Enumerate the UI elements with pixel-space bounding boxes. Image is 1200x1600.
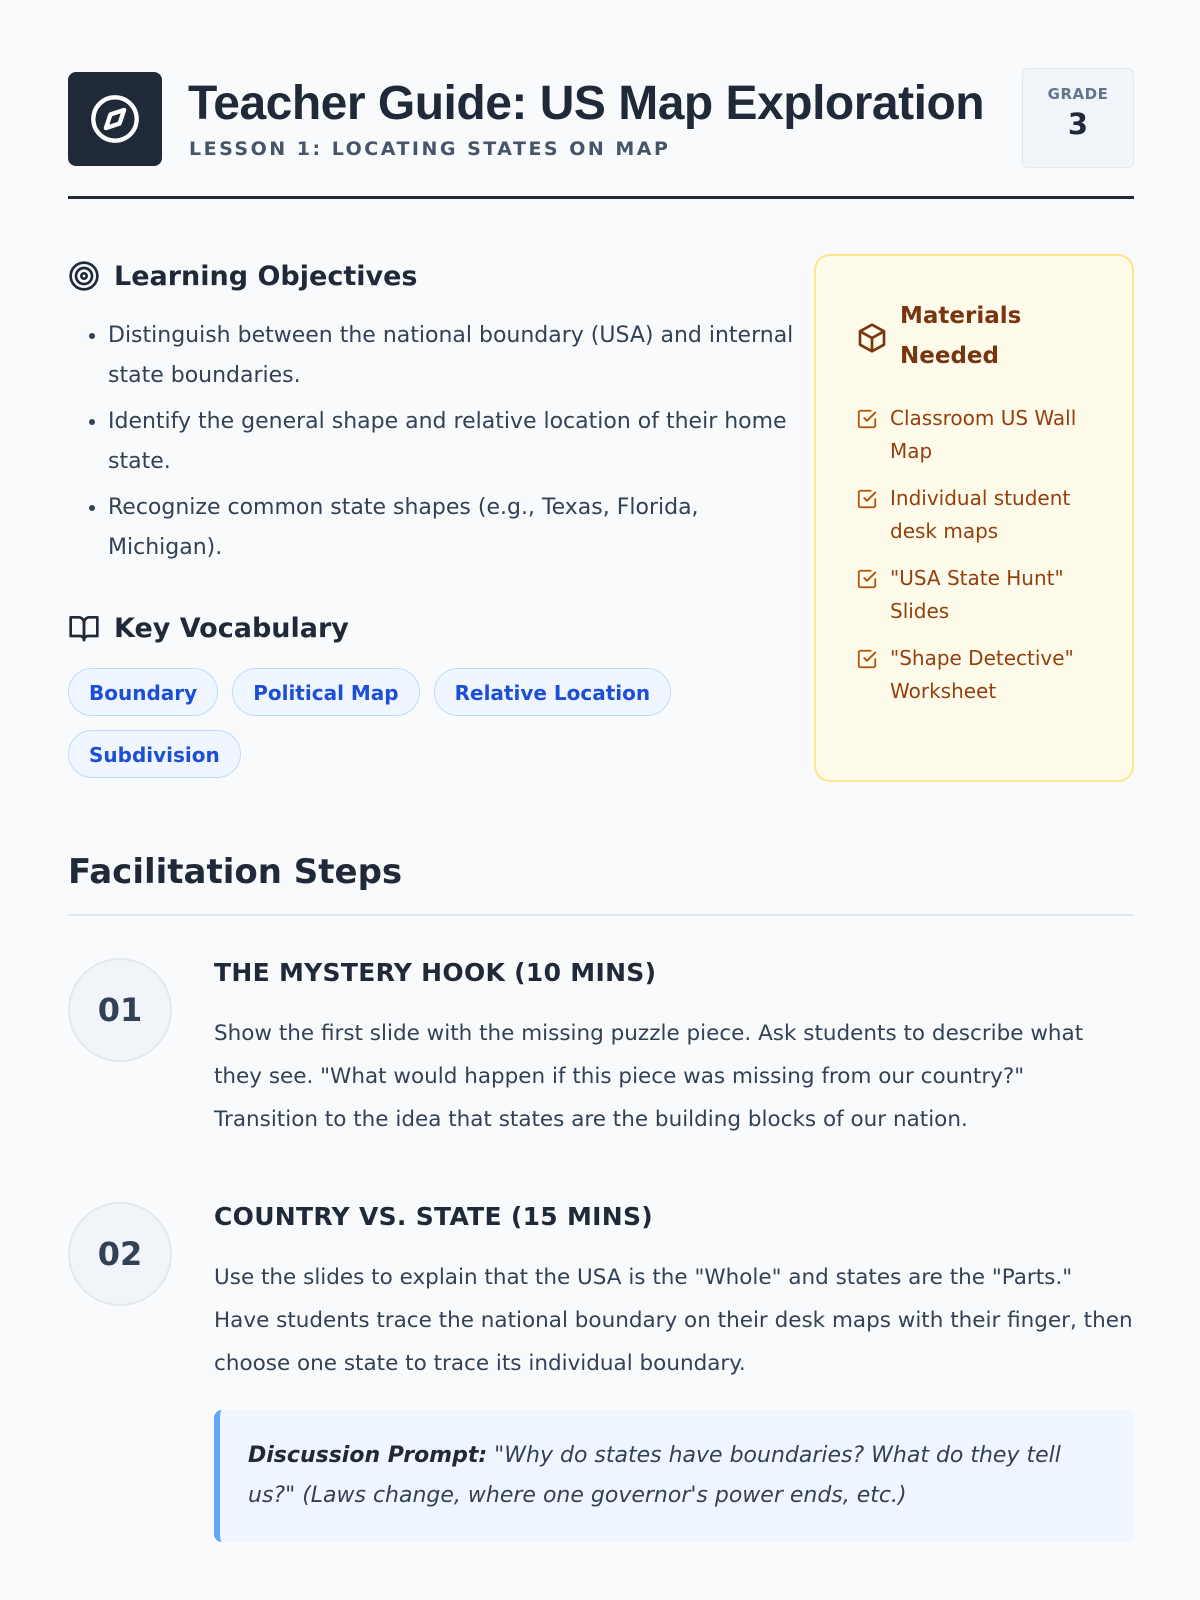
box-icon [856, 322, 888, 354]
book-icon [68, 612, 100, 644]
grade-value: 3 [1067, 107, 1089, 141]
step-body: Use the slides to explain that the USA is the "Whole" and states are the "Parts." Have students trace the national boundary on their desk maps with their finger, then choose one state to trace its individual boundary. [214, 1265, 1133, 1376]
vocabulary-heading [68, 612, 349, 644]
objectives-heading [68, 260, 417, 292]
list-item [856, 642, 1106, 708]
check-square-icon [856, 488, 878, 510]
facilitation-heading: Facilitation Steps [68, 852, 403, 892]
step-body: Show the first slide with the missing puzzle piece. Ask students to describe what they see. "What would happen if this piece was missing from our country?" Transition to the idea that states are the building blocks of our nation. [214, 1021, 1084, 1132]
grade-badge [1022, 68, 1134, 168]
check-square-icon [856, 648, 878, 670]
vocab-tag-political-map: Political Map [232, 668, 419, 716]
list-item [856, 562, 1106, 628]
discussion-prompt [214, 1410, 1134, 1542]
step-number: 02 [68, 1202, 172, 1306]
list-item: • Distinguish between the national boundary (USA) and internal state boundaries. [108, 316, 808, 396]
material-item-text: "Shape Detective" Worksheet [890, 646, 1074, 703]
vocabulary-heading-text: Key Vocabulary [114, 612, 349, 644]
list-item [856, 402, 1106, 468]
vocab-tag-relative-location: Relative Location [434, 668, 672, 716]
vocab-tag-boundary: Boundary [68, 668, 218, 716]
check-square-icon [856, 568, 878, 590]
prompt-text: "Why do states have boundaries? What do they tell us?" (Laws change, where one governor's power ends, etc.) [248, 1443, 1061, 1508]
material-item-text: Individual student desk maps [890, 486, 1071, 543]
check-square-icon [856, 408, 878, 430]
step-number: 01 [68, 958, 172, 1062]
lesson-subtitle: LESSON 1: LOCATING STATES ON MAP [189, 138, 671, 160]
prompt-label: Discussion Prompt: [248, 1443, 488, 1468]
compass-icon [68, 72, 162, 166]
materials-list [856, 402, 1106, 722]
materials-card [814, 254, 1134, 782]
list-item: • Recognize common state shapes (e.g., Texas, Florida, Michigan). [108, 488, 808, 568]
list-item [856, 482, 1106, 548]
materials-heading [856, 296, 1096, 376]
step-title: THE MYSTERY HOOK (10 MINS) [214, 958, 657, 987]
guide-header [68, 72, 1134, 198]
step-title: COUNTRY VS. STATE (15 MINS) [214, 1202, 654, 1231]
material-item-text: "USA State Hunt" Slides [890, 566, 1064, 623]
materials-heading-text: Materials Needed [900, 303, 1022, 369]
list-item: • Identify the general shape and relative location of their home state. [108, 402, 808, 482]
header-divider [68, 196, 1134, 199]
material-item-text: Classroom US Wall Map [890, 406, 1077, 463]
page-title: Teacher Guide: US Map Exploration [188, 77, 985, 130]
grade-label: GRADE [1047, 85, 1109, 103]
objectives-heading-text: Learning Objectives [114, 260, 418, 292]
vocab-tag-subdivision: Subdivision [68, 730, 241, 778]
objectives-list [68, 316, 808, 574]
vocabulary-tags [68, 668, 688, 778]
target-icon [68, 260, 100, 292]
facilitation-divider [68, 914, 1134, 916]
